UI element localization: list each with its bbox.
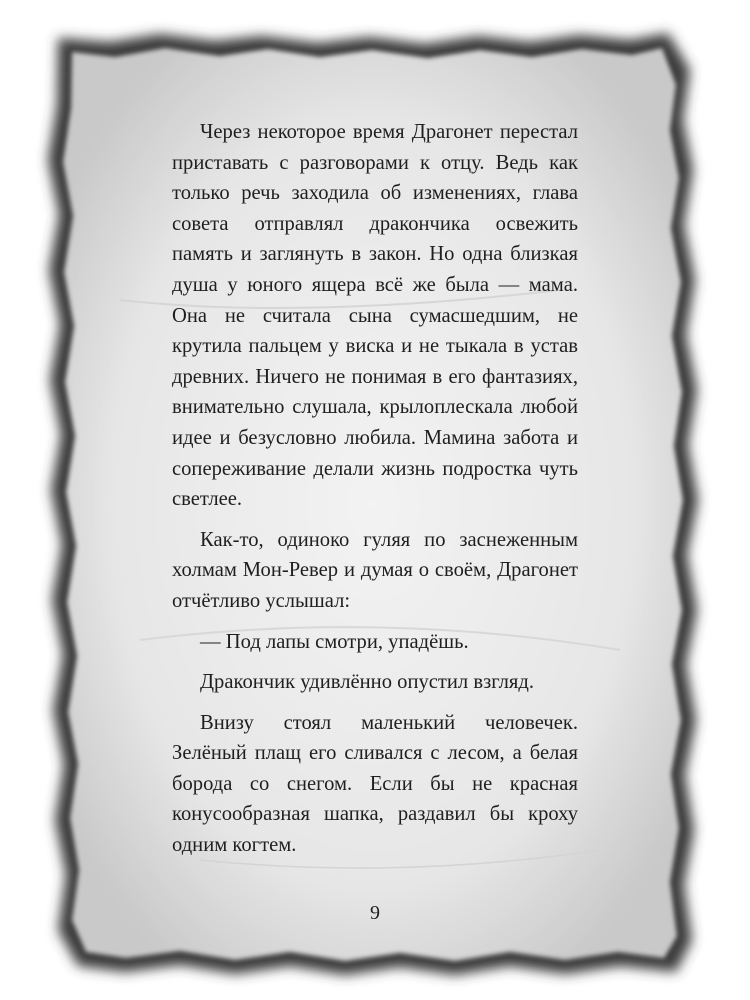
paragraph: Дракончик удивлённо опустил взгляд. [200, 671, 534, 694]
body-text [172, 117, 578, 861]
paragraph: Внизу стоял маленький человечек. Зелёный плащ его сливался с лесом, а белая борода со снегом. Если бы не красная конусообразная шапка, раздавил бы кроху одним когтем. [172, 711, 578, 857]
paragraph: Как-то, одиноко гуляя по заснеженным холмам Мон-Ревер и думая о своём, Драгонет отчётливо услышал: [172, 528, 578, 612]
paragraph: Через некоторое время Драгонет перестал приставать с разговорами к отцу. Ведь как только речь заходила об изменениях, глава совета отправлял дракончика освежить память и заглянуть в закон. Но одна близкая душа у юного ящера всё же была — мама. Она не считала сына сумасшедшим, не крутила пальцем у виска и не тыкала в устав древних. Ничего не понимая в его фантазиях, внимательно слушала, крылоплескала любой идее и безусловно любила. Мамина забота и сопереживание делали жизнь подростка чуть светлее. [172, 121, 578, 511]
dialogue-line: — Под лапы смотри, упадёшь. [200, 630, 469, 653]
page-number: 9 [370, 902, 380, 924]
